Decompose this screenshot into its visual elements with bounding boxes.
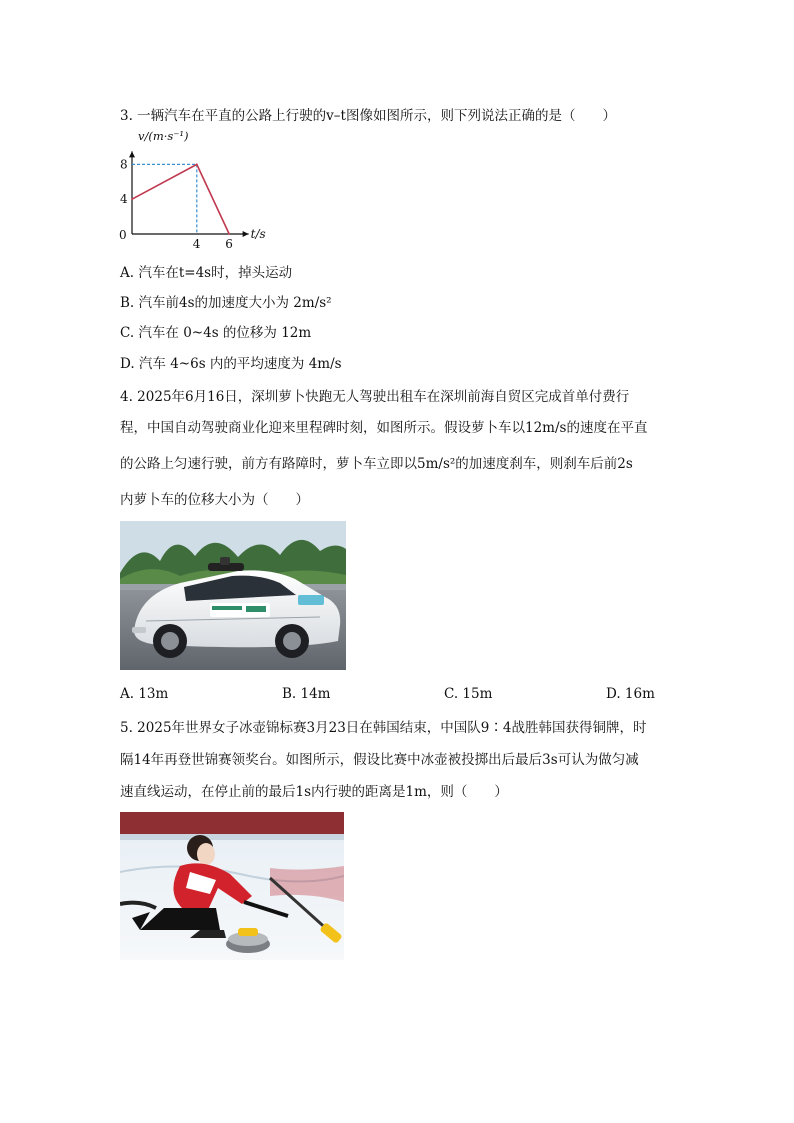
question-5-line-3: 速直线运动，在停止前的最后1s内行驶的距离是1m，则（ ） <box>120 784 508 800</box>
y-tick-label: 8 <box>120 157 128 172</box>
x-tick-label: 4 <box>192 237 201 250</box>
question-4-line-3: 的公路上匀速行驶，前方有路障时，萝卜车立即以5m/s²的加速度刹车，则刹车后前2s <box>120 456 633 472</box>
question-4-option-a: A. 13m <box>120 686 169 702</box>
question-3-option-b: B. 汽车前4s的加速度大小为 2m/s² <box>120 295 332 311</box>
x-tick-label: 6 <box>225 237 233 250</box>
x-axis-arrow <box>243 231 249 237</box>
y-tick-label: 4 <box>120 192 128 207</box>
y-axis-label: v/(m·s⁻¹) <box>138 129 189 143</box>
question-5-line-2: 隔14年再登世锦赛领奖台。如图所示，假设比赛中冰壶被投掷出后最后3s可认为做匀减 <box>120 752 639 768</box>
velocity-time-graph <box>118 128 288 250</box>
question-4-line-1: 4. 2025年6月16日，深圳萝卜快跑无人驾驶出租车在深圳前海自贸区完成首单付费行 <box>120 389 630 405</box>
robotaxi-photo <box>120 521 346 670</box>
velocity-data-point <box>196 164 198 166</box>
velocity-data-point <box>131 198 133 200</box>
velocity-series-line <box>132 164 229 234</box>
y-axis-arrow <box>129 151 135 157</box>
question-4-option-d: D. 16m <box>606 686 655 702</box>
question-3-option-a: A. 汽车在t=4s时，掉头运动 <box>120 265 293 281</box>
origin-label: 0 <box>119 228 127 242</box>
question-3-option-c: C. 汽车在 0~4s 的位移为 12m <box>120 325 312 341</box>
question-4-line-2: 程，中国自动驾驶商业化迎来里程碑时刻，如图所示。假设萝卜车以12m/s的速度在平直 <box>120 420 648 436</box>
question-4-option-b: B. 14m <box>282 686 331 702</box>
curling-illustration <box>120 812 344 960</box>
question-4-line-4: 内萝卜车的位移大小为（ ） <box>120 492 309 508</box>
x-axis-label: t/s <box>250 227 266 241</box>
curling-photo <box>120 812 344 960</box>
velocity-data-point <box>228 233 230 235</box>
robotaxi-illustration <box>120 521 346 670</box>
question-3-option-d: D. 汽车 4~6s 内的平均速度为 4m/s <box>120 356 342 372</box>
question-3-stem: 3. 一辆汽车在平直的公路上行驶的v–t图像如图所示，则下列说法正确的是（ ） <box>120 108 616 124</box>
question-5-line-1: 5. 2025年世界女子冰壶锦标赛3月23日在韩国结束，中国队9∶4战胜韩国获得铜牌，时 <box>120 720 647 736</box>
question-4-option-c: C. 15m <box>444 686 493 702</box>
